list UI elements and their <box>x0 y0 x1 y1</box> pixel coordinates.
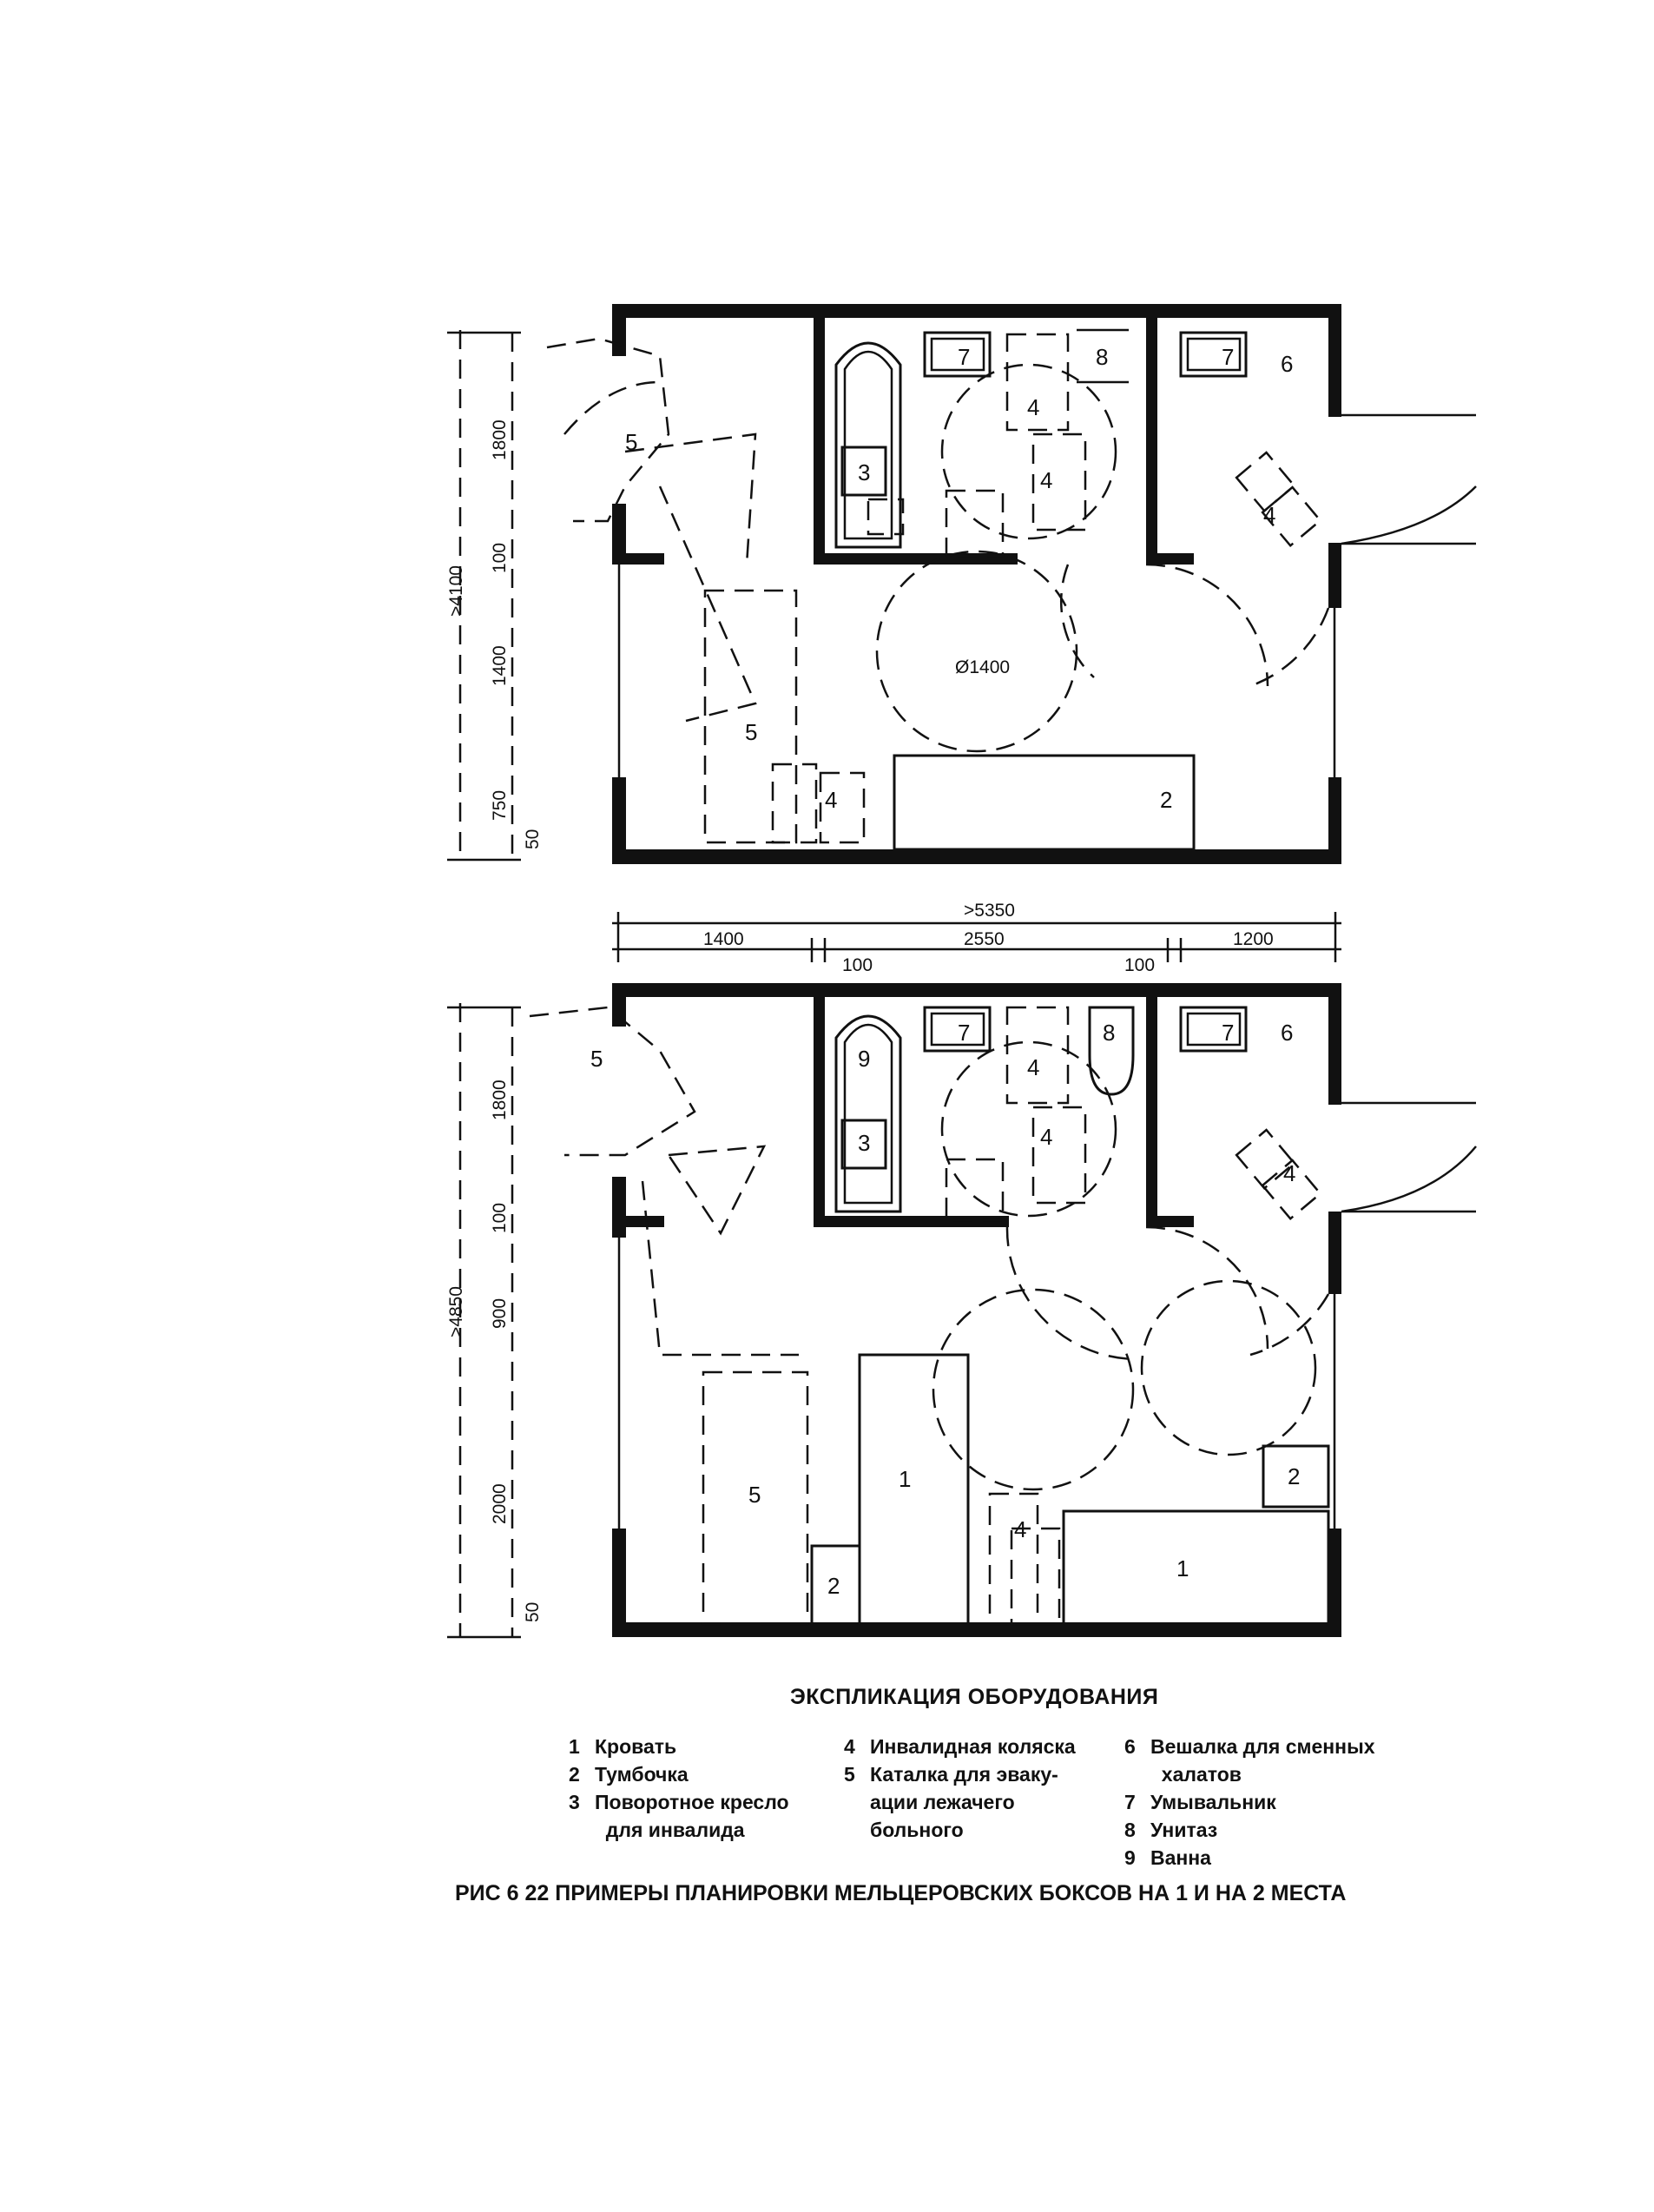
dim-gap: 100 <box>842 955 873 975</box>
label-toilet: 8 <box>1096 344 1109 370</box>
turning-circle-label: Ø1400 <box>955 657 1011 677</box>
dim-gap: 100 <box>1124 955 1156 975</box>
horizontal-dimensions <box>612 901 1341 975</box>
plan-bottom <box>446 983 1476 1637</box>
label-sink: 7 <box>1222 1020 1235 1046</box>
dim-vertical: 900 <box>490 1297 510 1329</box>
legend-item-text: Ванна <box>1150 1846 1211 1869</box>
dim-vertical: 50 <box>523 829 543 849</box>
label-trolley: 5 <box>748 1482 761 1508</box>
legend-item-text: Вешалка для сменных халатов <box>1150 1735 1375 1786</box>
label-nightstand: 2 <box>1288 1463 1301 1489</box>
label-hanger: 6 <box>1281 1020 1294 1046</box>
label-hanger: 6 <box>1281 351 1294 377</box>
dim-vertical: 1800 <box>490 419 510 460</box>
legend-column <box>569 1733 789 1844</box>
legend-item-text: Кровать <box>595 1735 677 1758</box>
dim-overall-height: >4850 <box>446 1286 466 1337</box>
dim-vertical: 100 <box>490 1202 510 1233</box>
label-bathtub: 9 <box>858 1046 871 1072</box>
label-wheelchair: 4 <box>1040 467 1053 493</box>
label-sink: 7 <box>958 344 971 370</box>
legend-item <box>844 1733 1076 1760</box>
legend-item <box>844 1760 1076 1844</box>
label-sink: 7 <box>1222 344 1235 370</box>
legend-item-number: 6 <box>1124 1735 1136 1758</box>
label-nightstand: 2 <box>1160 787 1173 813</box>
label-wheelchair: 4 <box>1027 394 1040 420</box>
legend-item-number: 3 <box>569 1791 580 1813</box>
label-toilet: 8 <box>1103 1020 1116 1046</box>
label-trolley: 5 <box>745 719 758 745</box>
dim-vertical: 100 <box>490 542 510 573</box>
legend-item <box>1124 1816 1375 1844</box>
legend-item-number: 4 <box>844 1735 855 1758</box>
legend-item-number: 5 <box>844 1763 855 1786</box>
legend-item <box>1124 1788 1375 1816</box>
figure-caption: РИС 6 22 ПРИМЕРЫ ПЛАНИРОВКИ МЕЛЬЦЕРОВСКИХ БОКСОВ НА 1 И НА 2 МЕСТА <box>455 1881 1347 1905</box>
dim-overall-width: >5350 <box>964 901 1015 921</box>
legend-item <box>1124 1733 1375 1788</box>
dim-vertical: 1400 <box>490 645 510 686</box>
legend-item-number: 2 <box>569 1763 580 1786</box>
label-bed: 1 <box>1176 1555 1189 1581</box>
dim-vertical: 750 <box>490 789 510 821</box>
dim-overall-height: >4100 <box>446 565 466 617</box>
legend-item-text: Унитаз <box>1150 1819 1218 1841</box>
dim-vertical: 50 <box>523 1601 543 1622</box>
legend-item-number: 7 <box>1124 1791 1136 1813</box>
legend-item-number: 9 <box>1124 1846 1136 1869</box>
label-wheelchair: 4 <box>1027 1054 1040 1080</box>
legend-item-text: Умывальник <box>1150 1791 1276 1813</box>
legend-item <box>569 1788 789 1844</box>
dim-segment: 1200 <box>1233 929 1274 949</box>
label-wheelchair: 4 <box>1040 1124 1053 1150</box>
legend-item-text: Тумбочка <box>595 1763 689 1786</box>
label-wheelchair: 4 <box>1263 502 1276 528</box>
label-chair: 3 <box>858 459 871 485</box>
legend-item-text: Каталка для эваку- ации лежачего больного <box>870 1763 1058 1841</box>
label-wheelchair: 4 <box>825 787 838 813</box>
legend-item-text: Инвалидная коляска <box>870 1735 1076 1758</box>
dim-vertical: 2000 <box>490 1483 510 1524</box>
label-wheelchair: 4 <box>1014 1516 1027 1542</box>
plan-top <box>446 304 1476 864</box>
legend-item <box>569 1760 789 1788</box>
dim-vertical: 1800 <box>490 1080 510 1120</box>
legend-title: ЭКСПЛИКАЦИЯ ОБОРУДОВАНИЯ <box>790 1685 1159 1709</box>
legend-item-text: Поворотное кресло для инвалида <box>595 1791 789 1841</box>
label-bed: 1 <box>899 1466 912 1492</box>
legend-item <box>569 1733 789 1760</box>
legend-column <box>1124 1733 1375 1872</box>
label-trolley: 5 <box>590 1046 603 1072</box>
legend-column <box>844 1733 1076 1844</box>
legend-item-number: 1 <box>569 1735 580 1758</box>
label-chair: 3 <box>858 1130 871 1156</box>
label-wheelchair: 4 <box>1283 1160 1296 1186</box>
label-trolley: 5 <box>625 429 638 455</box>
legend-item <box>1124 1844 1375 1872</box>
legend-item-number: 8 <box>1124 1819 1136 1841</box>
label-nightstand: 2 <box>827 1573 840 1599</box>
label-sink: 7 <box>958 1020 971 1046</box>
dim-segment: 1400 <box>703 929 744 949</box>
dim-segment: 2550 <box>964 929 1005 949</box>
